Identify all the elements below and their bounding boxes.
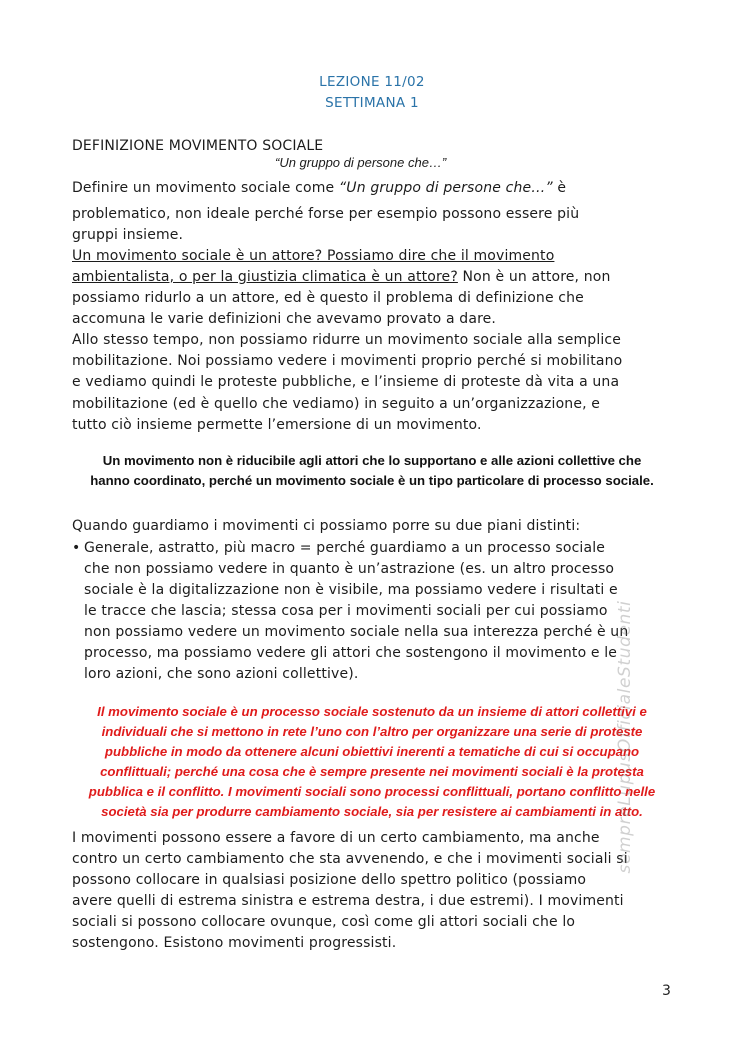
callout-line: pubbliche in modo da ottenere alcuni obiettivi inerenti a tematiche di cui si occupano	[104, 744, 640, 759]
quoted-phrase: “Un gruppo di persone che…”	[338, 180, 553, 196]
watermark-text: sempreLupusOfficialeStudenti	[615, 600, 635, 874]
text-line: tutto ciò insieme permette l’emersione di un movimento.	[72, 417, 482, 433]
text-fragment: Non è un attore, non	[457, 269, 611, 285]
bullet-text-line: che non possiamo vedere in quanto è un’astrazione (es. un altro processo	[84, 561, 615, 577]
text-line: contro un certo cambiamento che sta avvenendo, e che i movimenti sociali si	[72, 851, 628, 867]
text-line: sostengono. Esistono movimenti progressisti.	[72, 935, 397, 951]
text-line: sociali si possono collocare ovunque, così come gli attori sociali che lo	[72, 914, 576, 930]
text-line: e vediamo quindi le proteste pubbliche, e l’insieme di proteste dà vita a una	[72, 374, 620, 390]
watermark	[612, 532, 638, 942]
section-title: DEFINIZIONE MOVIMENTO SOCIALE	[72, 138, 324, 154]
section-subtitle: “Un gruppo di persone che…”	[275, 155, 447, 170]
text-line: mobilitazione. Noi possiamo vedere i movimenti proprio perché si mobilitano	[72, 353, 623, 369]
text-line: avere quelli di estrema sinistra e estrema destra, i due estremi). I movimenti	[72, 893, 624, 909]
week-heading: SETTIMANA 1	[325, 95, 419, 111]
text-line: Allo stesso tempo, non possiamo ridurre un movimento sociale alla semplice	[72, 332, 622, 348]
bullet-text-line: sociale è la digitalizzazione non è visibile, ma possiamo vedere i risultati e	[84, 582, 618, 598]
callout-line: Un movimento non è riducibile agli attori che lo supportano e alle azioni collettive che	[102, 453, 642, 468]
text-line: I movimenti possono essere a favore di un certo cambiamento, ma anche	[72, 830, 600, 846]
bullet-icon: •	[72, 540, 81, 556]
text-fragment: Definire un movimento sociale come	[72, 180, 339, 196]
text-line: Quando guardiamo i movimenti ci possiamo porre su due piani distinti:	[72, 518, 581, 534]
bullet-text-line: non possiamo vedere un movimento sociale nella sua interezza perché è un	[84, 624, 629, 640]
lesson-heading: LEZIONE 11/02	[319, 74, 425, 90]
text-line: problematico, non ideale perché forse per esempio possono essere più	[72, 206, 580, 222]
page-number: 3	[662, 983, 671, 999]
callout-line: società sia per produrre cambiamento sociale, sia per resistere ai cambiamenti in atto.	[101, 804, 643, 819]
bullet-text-line: processo, ma possiamo vedere gli attori che sostengono il movimento e le	[84, 645, 618, 661]
callout-line: hanno coordinato, perché un movimento sociale è un tipo particolare di processo sociale.	[90, 473, 654, 488]
text-line: accomuna le varie definizioni che avevamo provato a dare.	[72, 311, 497, 327]
callout-line: pubblica e il conflitto. I movimenti sociali sono processi conflittuali, portano conflitto nelle	[88, 784, 656, 799]
text-line: mobilitazione (ed è quello che vediamo) in seguito a un’organizzazione, e	[72, 396, 601, 412]
callout-line: conflittuali; perché una cosa che è sempre presente nei movimenti sociali è la protesta	[100, 764, 644, 779]
underlined-question: ambientalista, o per la giustizia climatica è un attore?	[72, 269, 458, 285]
underlined-question: Un movimento sociale è un attore? Possiamo dire che il movimento	[72, 248, 555, 264]
callout-line: individuali che si mettono in rete l’uno con l’altro per organizzare una serie di proteste	[101, 724, 643, 739]
bullet-text-line: loro azioni, che sono azioni collettive).	[84, 666, 359, 682]
text-fragment: è	[552, 180, 567, 196]
bullet-text-line: Generale, astratto, più macro = perché guardiamo a un processo sociale	[84, 540, 605, 556]
text-line	[72, 269, 611, 285]
bullet-text-line: le tracce che lascia; stessa cosa per i movimenti sociali per cui possiamo	[84, 603, 608, 619]
text-line	[72, 180, 566, 196]
callout-line: Il movimento sociale è un processo sociale sostenuto da un insieme di attori collettivi e	[97, 704, 647, 719]
text-line: possiamo ridurlo a un attore, ed è questo il problema di definizione che	[72, 290, 584, 306]
text-line: gruppi insieme.	[72, 227, 184, 243]
text-line: possono collocare in qualsiasi posizione dello spettro politico (possiamo	[72, 872, 587, 888]
